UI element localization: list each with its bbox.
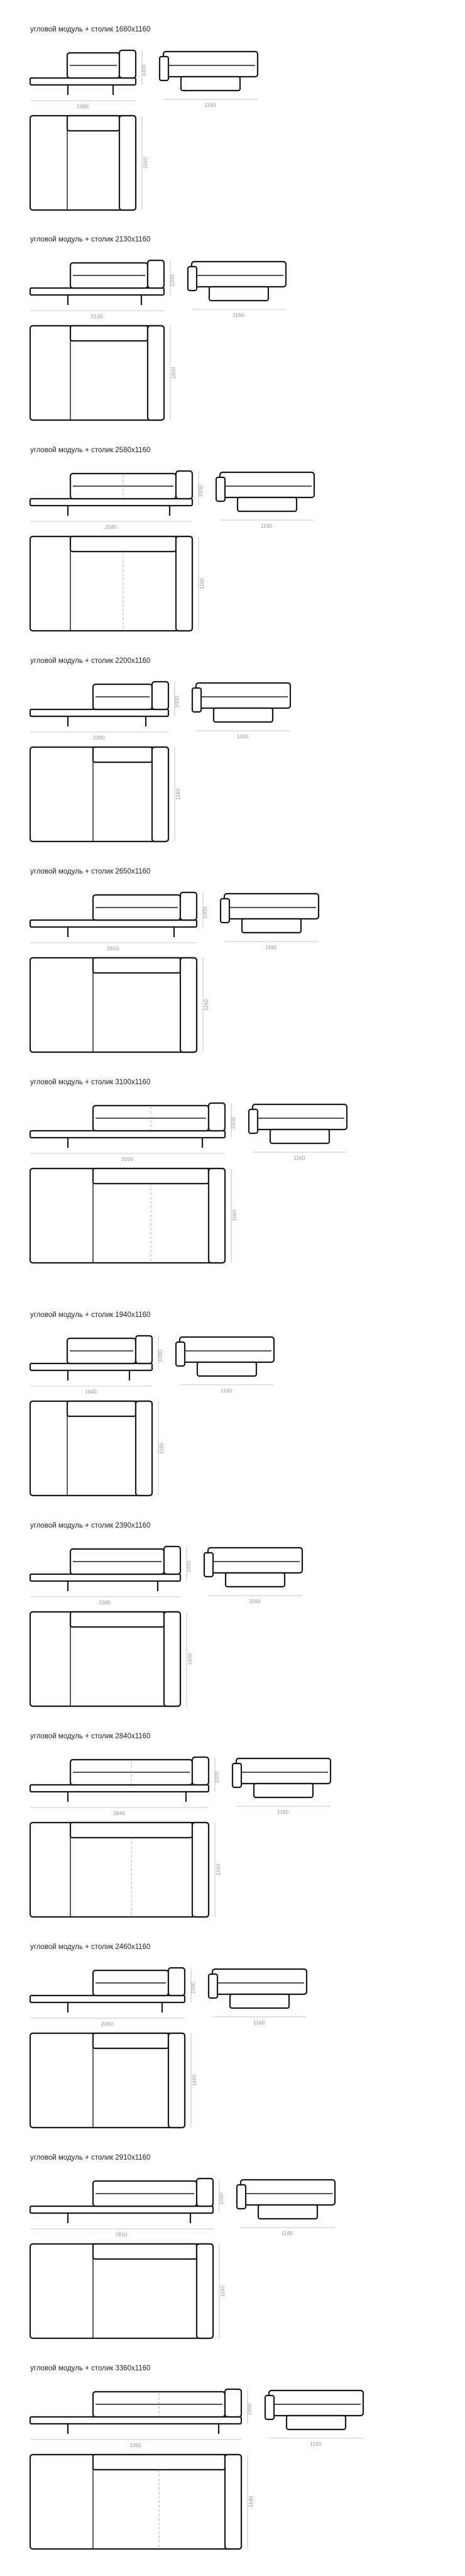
width-label: 2130	[90, 313, 103, 319]
plan-view	[30, 1169, 238, 1263]
plan-depth-label: 1160	[175, 788, 181, 801]
depth-label: 1160	[261, 523, 273, 529]
depth-label: 1160	[204, 102, 216, 108]
side-back	[241, 2180, 335, 2205]
front-base	[30, 1996, 185, 2002]
front-base	[30, 499, 192, 506]
side-base	[242, 919, 301, 933]
plan-back	[70, 1612, 164, 1627]
width-label: 3360	[129, 2442, 141, 2448]
side-view	[204, 1548, 302, 1604]
side-arm	[204, 1553, 213, 1577]
section-11	[30, 2154, 335, 2338]
front-view	[30, 1336, 163, 1395]
side-base	[181, 77, 240, 91]
width-label: 1940	[85, 1389, 97, 1395]
side-view	[188, 262, 286, 318]
front-corner-block	[192, 1757, 209, 1785]
side-arm	[232, 1763, 241, 1787]
side-view	[221, 894, 319, 950]
plan-view	[30, 536, 205, 631]
section-title: угловой модуль + столик 2460х1160	[30, 1943, 151, 1951]
front-view	[30, 1968, 196, 2027]
side-back	[192, 262, 286, 287]
plan-corner-arm	[136, 1401, 152, 1496]
side-arm	[209, 1974, 217, 1998]
plan-depth-label: 1160	[142, 157, 148, 169]
front-base	[30, 2206, 213, 2213]
height-label: 1000	[157, 1350, 163, 1362]
side-arm	[192, 688, 201, 712]
plan-corner-arm	[168, 2033, 185, 2128]
front-view	[30, 2179, 224, 2238]
depth-label: 1160	[253, 2019, 265, 2026]
plan-view	[30, 958, 209, 1052]
plan-corner-arm	[152, 747, 168, 841]
front-corner-block	[136, 1336, 152, 1363]
section-title: угловой модуль + столик 2910х1160	[30, 2154, 151, 2162]
front-base	[30, 1785, 209, 1792]
front-base	[30, 1131, 225, 1138]
section-title: угловой модуль + столик 3100х1160	[30, 1079, 151, 1086]
plan-view	[30, 326, 177, 420]
side-arm	[160, 57, 168, 80]
section-title: угловой модуль + столик 2130х1160	[30, 236, 151, 243]
side-base	[254, 1784, 313, 1797]
side-back	[196, 683, 290, 708]
width-label: 2390	[99, 1599, 111, 1606]
front-base	[30, 920, 197, 927]
front-view	[30, 1103, 236, 1162]
plan-corner-arm	[176, 536, 192, 631]
plan-corner-arm	[225, 2455, 241, 2549]
side-view	[176, 1337, 274, 1394]
section-1	[30, 26, 258, 210]
plan-corner-arm	[209, 1169, 225, 1263]
plan-corner-arm	[148, 326, 164, 420]
height-label: 1000	[173, 696, 180, 708]
plan-depth-label: 1160	[158, 1442, 165, 1455]
plan-view	[30, 747, 181, 841]
side-view	[237, 2180, 335, 2236]
section-title: угловой модуль + столик 2390х1160	[30, 1522, 151, 1530]
front-view	[30, 50, 147, 109]
side-arm	[249, 1109, 258, 1133]
width-label: 2910	[115, 2231, 128, 2238]
front-corner-block	[225, 2389, 241, 2417]
front-corner-block	[152, 682, 168, 709]
height-label: 1000	[185, 1560, 192, 1573]
section-title: угловой модуль + столик 2200х1160	[30, 657, 151, 665]
plan-corner-arm	[192, 1823, 209, 1917]
side-base	[209, 287, 268, 301]
front-view	[30, 2389, 253, 2448]
section-title: угловой модуль + столик 2580х1160	[30, 447, 151, 454]
side-view	[160, 52, 258, 108]
section-8	[30, 1522, 302, 1706]
side-base	[226, 1573, 285, 1587]
side-base	[230, 1994, 289, 2008]
side-back	[212, 1969, 307, 1994]
plan-corner-arm	[119, 116, 136, 210]
height-label: 1000	[246, 2403, 253, 2416]
plan-back	[93, 2455, 225, 2470]
front-corner-block	[164, 1546, 180, 1574]
side-back	[163, 52, 258, 77]
plan-corner-arm	[180, 958, 197, 1052]
side-base	[270, 1130, 329, 1143]
side-base	[258, 2205, 317, 2219]
width-label: 3100	[121, 1156, 133, 1162]
front-base	[30, 2417, 241, 2424]
depth-label: 1160	[232, 312, 244, 318]
plan-back	[70, 1823, 192, 1838]
side-arm	[237, 2185, 246, 2209]
plan-depth-label: 1160	[199, 577, 205, 590]
front-base	[30, 288, 164, 295]
plan-view	[30, 2033, 197, 2128]
section-5	[30, 868, 319, 1052]
section-2	[30, 236, 286, 420]
plan-back	[67, 116, 119, 131]
front-corner-block	[148, 260, 164, 288]
section-title: угловой модуль + столик 1680х1160	[30, 26, 151, 33]
front-base	[30, 78, 136, 85]
plan-view	[30, 2455, 254, 2549]
side-back	[220, 472, 314, 497]
side-view	[192, 683, 290, 740]
section-4	[30, 657, 290, 841]
front-view	[30, 260, 175, 319]
depth-label: 1160	[282, 2230, 293, 2236]
depth-label: 1160	[237, 733, 249, 740]
width-label: 2200	[93, 735, 105, 741]
width-label: 2650	[107, 945, 119, 952]
plan-back	[70, 326, 148, 341]
plan-depth-label: 1600	[187, 1653, 193, 1665]
height-label: 1000	[197, 485, 204, 497]
front-corner-block	[168, 1968, 185, 1996]
plan-depth-label: 1160	[248, 2496, 254, 2508]
plan-view	[30, 1612, 193, 1706]
height-label: 1400	[141, 64, 147, 77]
front-corner-block	[197, 2179, 213, 2206]
depth-label: 1160	[221, 1387, 232, 1394]
width-label: 2460	[101, 2021, 113, 2027]
side-arm	[216, 477, 225, 501]
plan-back	[93, 958, 180, 973]
plan-depth-label: 1600	[170, 367, 177, 379]
plan-depth-label: 1160	[203, 999, 209, 1011]
width-label: 1680	[77, 103, 89, 109]
side-view	[216, 472, 314, 529]
height-label: 1000	[169, 274, 175, 287]
depth-label: 1160	[310, 2441, 322, 2447]
side-back	[208, 1548, 302, 1573]
depth-label: 1160	[265, 944, 277, 950]
depth-label: 1160	[249, 1598, 261, 1604]
depth-label: 1160	[293, 1155, 305, 1161]
width-label: 2580	[105, 524, 117, 530]
side-view	[232, 1758, 331, 1815]
side-back	[180, 1337, 274, 1362]
plan-back	[67, 1401, 136, 1416]
front-base	[30, 1363, 152, 1370]
side-arm	[221, 899, 229, 923]
height-label: 1000	[190, 1982, 196, 1994]
front-corner-block	[176, 471, 192, 499]
front-corner-block	[180, 892, 197, 920]
section-3	[30, 447, 314, 631]
plan-depth-label: 1160	[191, 2074, 197, 2087]
section-title: угловой модуль + столик 2650х1160	[30, 868, 151, 875]
section-title: угловой модуль + столик 2840х1160	[30, 1733, 151, 1740]
front-view	[30, 1546, 192, 1606]
depth-label: 1160	[277, 1809, 289, 1815]
side-base	[287, 2416, 346, 2429]
side-arm	[188, 267, 197, 291]
side-view	[265, 2390, 363, 2447]
side-base	[197, 1362, 256, 1376]
side-back	[224, 894, 319, 919]
side-view	[209, 1969, 307, 2026]
plan-depth-label: 1160	[231, 1209, 238, 1222]
plan-back	[93, 2033, 168, 2048]
section-title: угловой модуль + столик 3360х1160	[30, 2365, 151, 2372]
plan-view	[30, 2244, 226, 2338]
width-label: 2840	[113, 1810, 125, 1816]
height-label: 1000	[218, 2192, 224, 2205]
height-label: 1000	[230, 1117, 236, 1130]
front-corner-block	[119, 50, 136, 78]
plan-depth-label: 1160	[219, 2285, 226, 2297]
plan-view	[30, 1823, 221, 1917]
side-view	[249, 1104, 347, 1161]
plan-view	[30, 1401, 165, 1496]
height-label: 1000	[214, 1771, 220, 1784]
front-corner-block	[209, 1103, 225, 1131]
side-arm	[265, 2396, 274, 2419]
front-base	[30, 1574, 180, 1581]
plan-corner-arm	[164, 1612, 180, 1706]
section-title: угловой модуль + столик 1940х1160	[30, 1311, 151, 1319]
front-view	[30, 892, 208, 952]
side-base	[214, 708, 273, 722]
plan-back	[93, 2244, 197, 2259]
section-9	[30, 1733, 331, 1917]
section-7	[30, 1311, 274, 1496]
front-base	[30, 709, 168, 716]
front-view	[30, 682, 180, 741]
side-back	[253, 1104, 347, 1130]
plan-corner-arm	[197, 2244, 213, 2338]
height-label: 1000	[202, 906, 208, 919]
side-base	[238, 497, 297, 511]
plan-back	[93, 1169, 209, 1184]
section-12	[30, 2365, 363, 2549]
side-back	[269, 2390, 363, 2416]
plan-back	[70, 536, 176, 552]
side-arm	[176, 1342, 185, 1366]
section-10	[30, 1943, 307, 2128]
side-back	[236, 1758, 331, 1784]
plan-view	[30, 116, 148, 210]
front-view	[30, 471, 204, 530]
front-view	[30, 1757, 220, 1816]
section-6	[30, 1079, 347, 1263]
plan-back	[93, 747, 152, 762]
plan-depth-label: 1160	[215, 1863, 221, 1876]
